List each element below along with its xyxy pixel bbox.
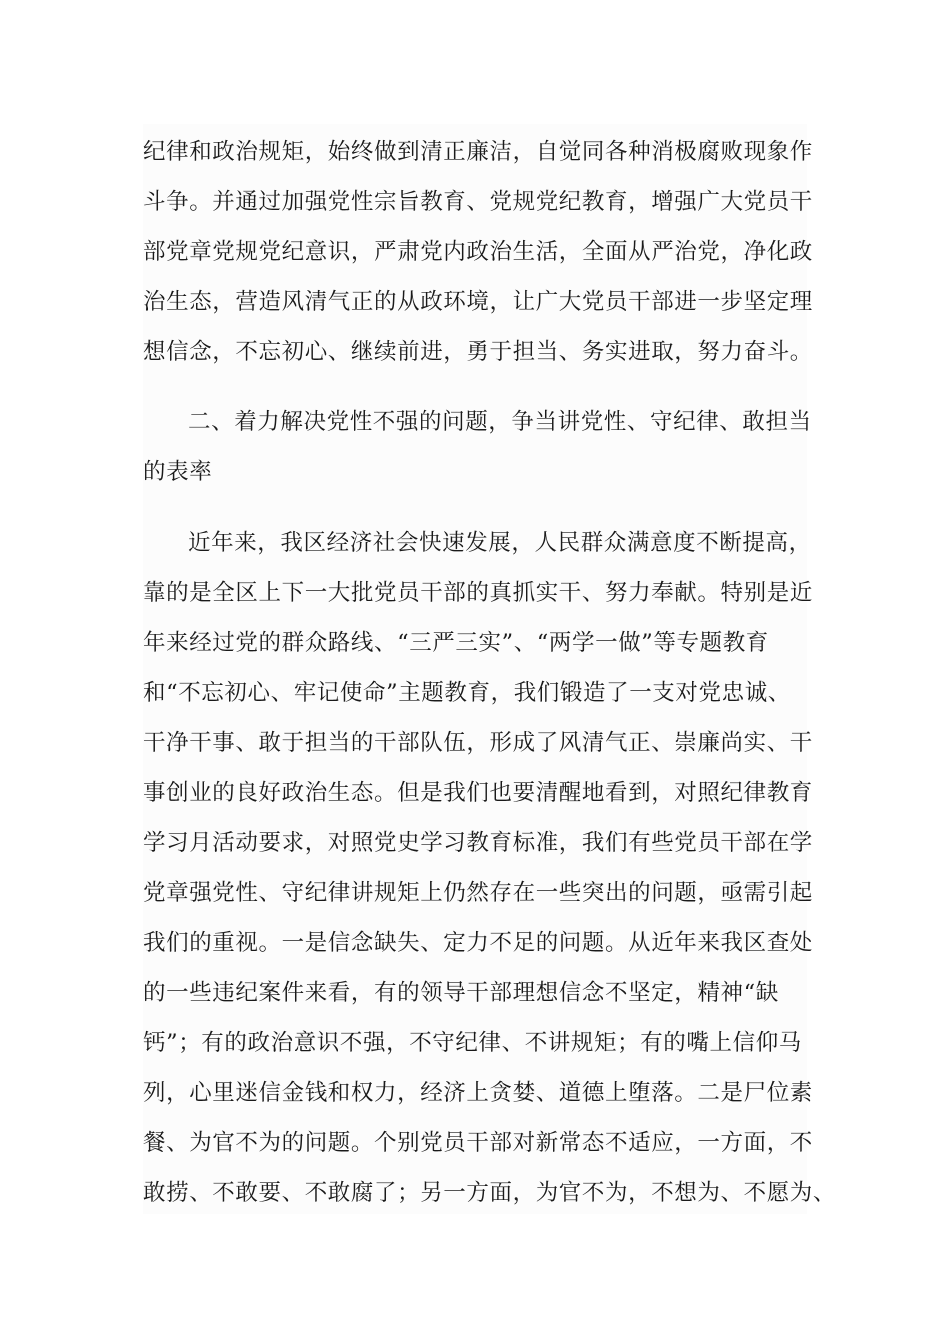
text-line: 靠的是全区上下一大批党员干部的真抓实干、努力奉献。特别是近 — [143, 580, 813, 606]
text-line: 学习月活动要求，对照党史学习教育标准，我们有些党员干部在学 — [143, 830, 813, 856]
text-line: 党章强党性、守纪律讲规矩上仍然存在一些突出的问题，亟需引起 — [143, 880, 813, 906]
text-line: 干净干事、敢于担当的干部队伍，形成了风清气正、崇廉尚实、干 — [143, 730, 813, 756]
text-line: 部党章党规党纪意识，严肃党内政治生活，全面从严治党，净化政 — [143, 239, 813, 265]
text-line: 想信念，不忘初心、继续前进，勇于担当、务实进取，努力奋斗。 — [143, 339, 813, 365]
text-line: 敢捞、不敢要、不敢腐了；另一方面，为官不为，不想为、不愿为、 — [143, 1180, 837, 1206]
text-line: 列，心里迷信金钱和权力，经济上贪婪、道德上堕落。二是尸位素 — [143, 1080, 813, 1106]
text-line: 近年来，我区经济社会快速发展，人民群众满意度不断提高， — [188, 530, 812, 556]
text-line: 和“不忘初心、牢记使命”主题教育，我们锻造了一支对党忠诚、 — [143, 680, 791, 706]
text-line: 事创业的良好政治生态。但是我们也要清醒地看到，对照纪律教育 — [143, 780, 813, 806]
section-heading-line: 二、着力解决党性不强的问题，争当讲党性、守纪律、敢担当 — [188, 409, 812, 435]
text-line: 我们的重视。一是信念缺失、定力不足的问题。从近年来我区查处 — [143, 930, 813, 956]
document-body — [143, 124, 837, 1214]
text-line: 斗争。并通过加强党性宗旨教育、党规党纪教育，增强广大党员干 — [143, 189, 813, 215]
section-heading-line: 的表率 — [143, 459, 213, 485]
text-line: 纪律和政治规矩，始终做到清正廉洁，自觉同各种消极腐败现象作 — [143, 139, 813, 165]
text-line: 钙”；有的政治意识不强，不守纪律、不讲规矩；有的嘴上信仰马 — [143, 1030, 802, 1056]
text-line: 餐、为官不为的问题。个别党员干部对新常态不适应，一方面，不 — [143, 1130, 813, 1156]
text-line: 年来经过党的群众路线、“三严三实”、“两学一做”等专题教育 — [143, 630, 769, 656]
text-line: 的一些违纪案件来看，有的领导干部理想信念不坚定，精神“缺 — [143, 980, 779, 1006]
text-line: 治生态，营造风清气正的从政环境，让广大党员干部进一步坚定理 — [143, 289, 813, 315]
